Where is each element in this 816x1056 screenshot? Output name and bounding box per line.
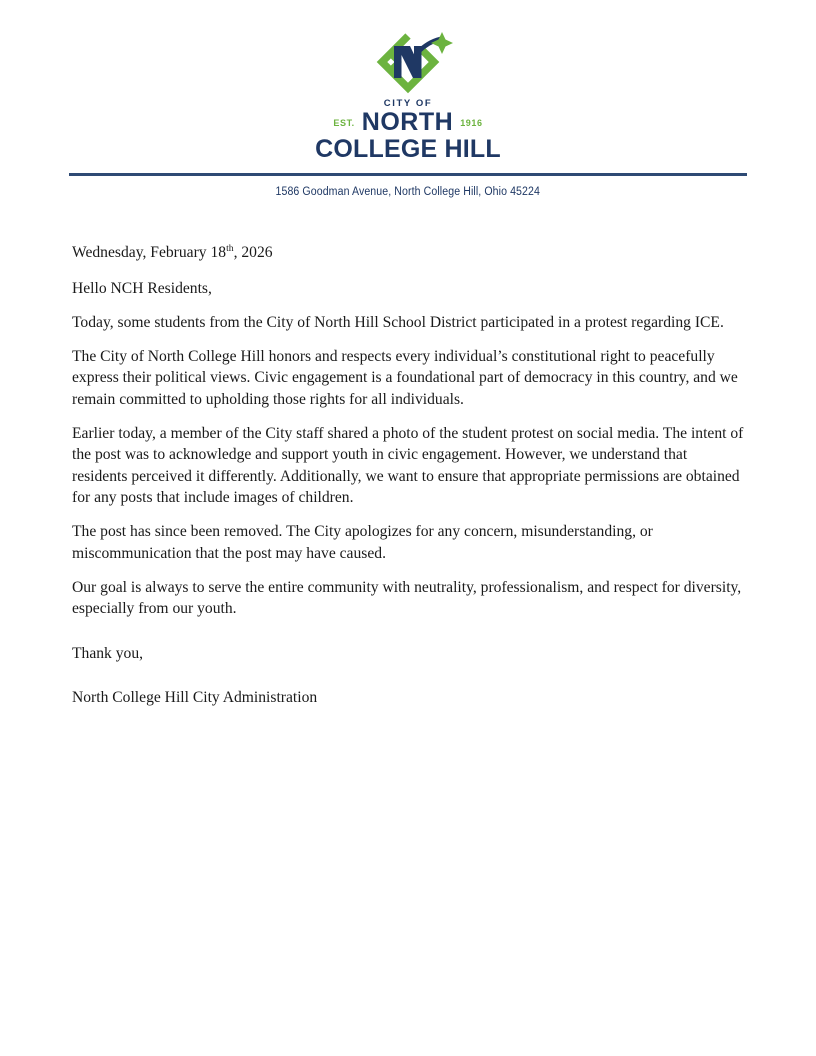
established-label: EST. <box>333 118 355 128</box>
city-of-label: CITY OF <box>383 98 433 109</box>
date-text: Wednesday, February 18 <box>72 244 227 262</box>
letter-signature: North College Hill City Administration <box>72 689 318 707</box>
letter-paragraph-5: Our goal is always to serve the entire community with neutrality, professionalism, and respect for diversity, especially from our youth. <box>72 578 742 618</box>
city-seal-icon <box>348 28 468 100</box>
letterhead <box>0 0 816 198</box>
date-ordinal-suffix: th <box>226 243 234 255</box>
letterhead-divider <box>69 173 747 176</box>
letter-salutation: Hello NCH Residents, <box>72 279 212 297</box>
letter-paragraph-4: The post has since been removed. The City apologizes for any concern, misunderstanding, or miscommunication that the post may have caused. <box>72 523 653 562</box>
wordmark-line-1 <box>333 110 482 135</box>
city-name-north: NORTH <box>361 108 454 136</box>
letter-paragraph-2: The City of North College Hill honors and respects every individual’s constitutional right to peacefully express their political views. Civic engagement is a foundational part of democracy in this country, and we remain committed to upholding those rights for all individuals. <box>72 347 738 408</box>
letter-closing: Thank you, <box>72 644 144 662</box>
date-year: , 2026 <box>233 244 273 262</box>
city-logo <box>313 28 503 162</box>
letter-paragraph-3: Earlier today, a member of the City staff shared a photo of the student protest on social media. The intent of the post was to acknowledge and support youth in civic engagement. However, we understand that residents perceived it differently. Additionally, we want to ensure that appropriate permissions are obtained for any posts that include images of children. <box>72 424 744 507</box>
city-address: 1586 Goodman Avenue, North College Hill, Ohio 45224 <box>275 186 541 199</box>
letter-paragraph-1: Today, some students from the City of North Hill School District participated in a protest regarding ICE. <box>72 313 724 331</box>
established-year: 1916 <box>460 118 483 128</box>
letter-date <box>72 242 746 264</box>
city-name-college-hill: COLLEGE HILL <box>315 135 501 163</box>
letter-body <box>0 198 816 709</box>
